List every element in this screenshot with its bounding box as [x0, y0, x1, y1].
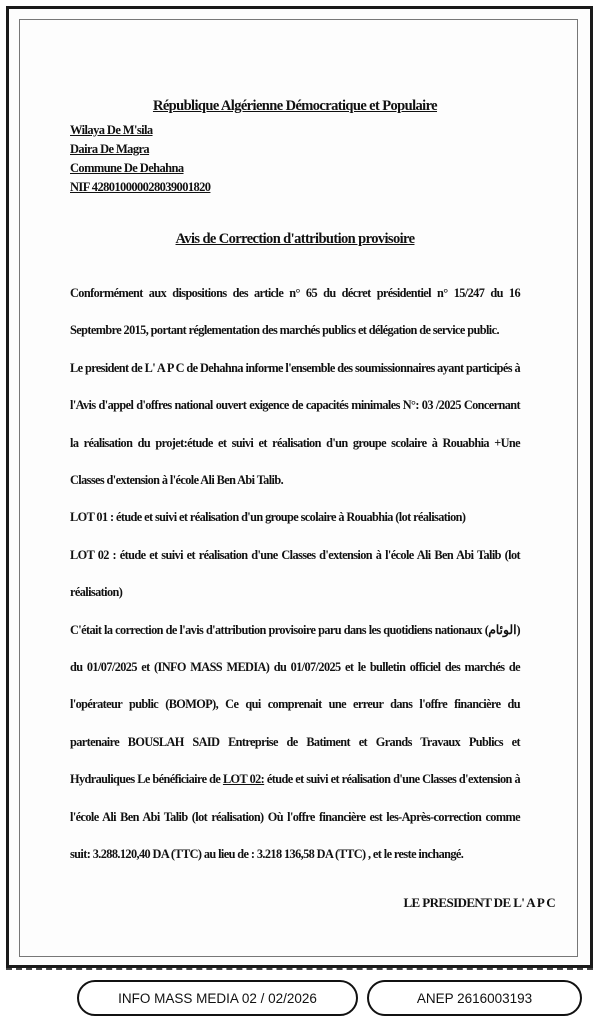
correction-text-start: C'était la correction de l'avis d'attribution provisoire paru dans les quotidiens nationaux (الوئام) du 01/07/2025 et (INFO MASS MEDIA) du 01/07/2025 et le bulletin officiel des marchés de l'opérateur public (BOMOP), Ce qui comprenait une erreur dans l'offre financière du partenaire BOUSLAH SAID Entreprise de Batiment et Grands Travaux Publics et Hydrauliques Le bénéficiaire de — [70, 622, 520, 787]
country-heading: République Algérienne Démocratique et Populaire — [152, 98, 438, 114]
anep-reference-badge: ANEP 2616003193 — [367, 980, 582, 1016]
daira-line: Daira De Magra — [70, 142, 150, 156]
wilaya-line: Wilaya De M'sila — [70, 123, 153, 137]
announcement-paragraph: Le president de L' A P C de Dehahna informe l'ensemble des soumissionnaires ayant participés à l'Avis d'appel d'offres national ouvert exigence de capacités minimales N°: 03 /2025 Concernant la réalisation du projet:étude et suivi et réalisation d'un groupe scolaire à Rouabhia +Une Classes d'extension à l'école Ali Ben Abi Talib. — [70, 360, 520, 488]
correction-text-end: étude et suivi et réalisation d'une Classes d'extension à l'école Ali Ben Abi Talib (lot réalisation) Où l'offre financière est les-Après-correction comme suit: 3.288.120,40 DA (TTC) au lieu de : 3.218 136,58 DA (TTC) , et le reste inchangé. — [70, 772, 521, 862]
lot-02-line: LOT 02 : étude et suivi et réalisation d'une Classes d'extension à l'école Ali Ben Abi Talib (lot réalisation) — [70, 547, 520, 600]
commune-line: Commune De Dehahna — [70, 161, 184, 175]
signature: LE PRESIDENT DE L' A P C — [403, 895, 555, 910]
publication-badge: INFO MASS MEDIA 02 / 02/2026 — [77, 980, 358, 1016]
notice-title: Avis de Correction d'attribution provisoire — [175, 231, 415, 247]
notice-content — [70, 92, 520, 874]
nif-line: NIF 428010000028039001820 — [70, 180, 211, 194]
correction-paragraph — [70, 612, 520, 874]
notice-body — [70, 275, 520, 874]
legal-basis-paragraph: Conformément aux dispositions des article n° 65 du décret présidentiel n° 15/247 du 16 Septembre 2015, portant réglementation des marchés publics et délégation de service public. — [70, 286, 520, 338]
lot-reference: LOT 02: — [222, 772, 265, 787]
page-cut-line — [6, 968, 593, 970]
lot-01-line: LOT 01 : étude et suivi et réalisation d'un groupe scolaire à Rouabhia (lot réalisation) — [70, 510, 466, 525]
